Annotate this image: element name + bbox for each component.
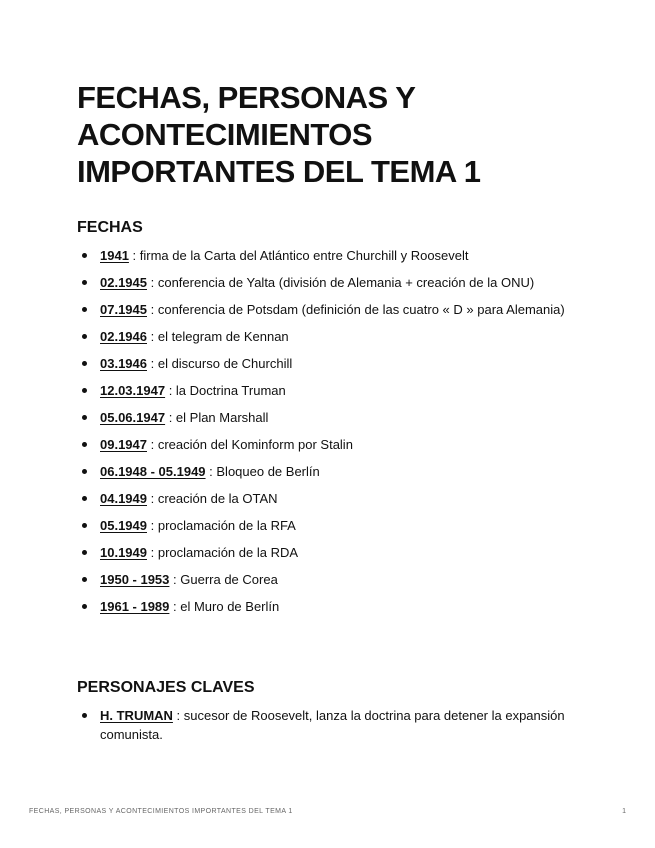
date-term: 02.1946 bbox=[100, 329, 147, 344]
item-description: : Guerra de Corea bbox=[169, 572, 278, 587]
list-item bbox=[77, 570, 577, 589]
item-description: : conferencia de Potsdam (definición de las cuatro « D » para Alemania) bbox=[147, 302, 565, 317]
item-description: : proclamación de la RFA bbox=[147, 518, 296, 533]
bullet-icon bbox=[82, 388, 87, 393]
fechas-list bbox=[77, 246, 577, 624]
section-heading-personajes: PERSONAJES CLAVES bbox=[77, 679, 255, 696]
list-item bbox=[77, 706, 577, 744]
item-description: : creación de la OTAN bbox=[147, 491, 278, 506]
bullet-icon bbox=[82, 280, 87, 285]
footer-title: FECHAS, PERSONAS Y ACONTECIMIENTOS IMPORTANTES DEL TEMA 1 bbox=[29, 808, 293, 815]
item-description: : el discurso de Churchill bbox=[147, 356, 293, 371]
item-description: : conferencia de Yalta (división de Alemania + creación de la ONU) bbox=[147, 275, 535, 290]
bullet-icon bbox=[82, 415, 87, 420]
bullet-icon bbox=[82, 577, 87, 582]
date-term: 04.1949 bbox=[100, 491, 147, 506]
item-description: : Bloqueo de Berlín bbox=[205, 464, 320, 479]
date-term: 09.1947 bbox=[100, 437, 147, 452]
list-item bbox=[77, 246, 577, 265]
date-term: 1941 bbox=[100, 248, 129, 263]
date-term: 1961 - 1989 bbox=[100, 599, 170, 614]
list-item bbox=[77, 273, 577, 292]
bullet-icon bbox=[82, 469, 87, 474]
list-item bbox=[77, 381, 577, 400]
bullet-icon bbox=[82, 253, 87, 258]
bullet-icon bbox=[82, 361, 87, 366]
item-description: : el telegram de Kennan bbox=[147, 329, 289, 344]
item-description: : el Plan Marshall bbox=[165, 410, 269, 425]
bullet-icon bbox=[82, 442, 87, 447]
date-term: 05.1949 bbox=[100, 518, 147, 533]
date-term: 10.1949 bbox=[100, 545, 147, 560]
bullet-icon bbox=[82, 307, 87, 312]
person-term: H. TRUMAN bbox=[100, 708, 173, 723]
item-description: : firma de la Carta del Atlántico entre Churchill y Roosevelt bbox=[128, 248, 469, 263]
date-term: 02.1945 bbox=[100, 275, 147, 290]
list-item bbox=[77, 354, 577, 373]
personajes-list bbox=[77, 706, 577, 752]
item-description: : proclamación de la RDA bbox=[147, 545, 299, 560]
list-item bbox=[77, 597, 577, 616]
date-term: 03.1946 bbox=[100, 356, 147, 371]
bullet-icon bbox=[82, 496, 87, 501]
date-term: 07.1945 bbox=[100, 302, 147, 317]
bullet-icon bbox=[82, 523, 87, 528]
list-item bbox=[77, 462, 577, 481]
bullet-icon bbox=[82, 334, 87, 339]
date-term: 1950 - 1953 bbox=[100, 572, 170, 587]
list-item bbox=[77, 327, 577, 346]
item-description: : creación del Kominform por Stalin bbox=[147, 437, 353, 452]
page-title: FECHAS, PERSONAS Y ACONTECIMIENTOS IMPORTANTES DEL TEMA 1 bbox=[77, 80, 481, 189]
list-item bbox=[77, 435, 577, 454]
date-term: 05.06.1947 bbox=[100, 410, 166, 425]
item-description: : sucesor de Roosevelt, lanza la doctrina para detener la expansión comunista. bbox=[100, 708, 565, 742]
list-item bbox=[77, 300, 577, 319]
item-description: : el Muro de Berlín bbox=[169, 599, 280, 614]
section-heading-fechas: FECHAS bbox=[77, 219, 143, 236]
bullet-icon bbox=[82, 550, 87, 555]
page-number: 1 bbox=[622, 808, 626, 815]
date-term: 06.1948 - 05.1949 bbox=[100, 464, 206, 479]
list-item bbox=[77, 516, 577, 535]
date-term: 12.03.1947 bbox=[100, 383, 166, 398]
bullet-icon bbox=[82, 713, 87, 718]
item-description: : la Doctrina Truman bbox=[165, 383, 286, 398]
list-item bbox=[77, 543, 577, 562]
list-item bbox=[77, 489, 577, 508]
list-item bbox=[77, 408, 577, 427]
bullet-icon bbox=[82, 604, 87, 609]
